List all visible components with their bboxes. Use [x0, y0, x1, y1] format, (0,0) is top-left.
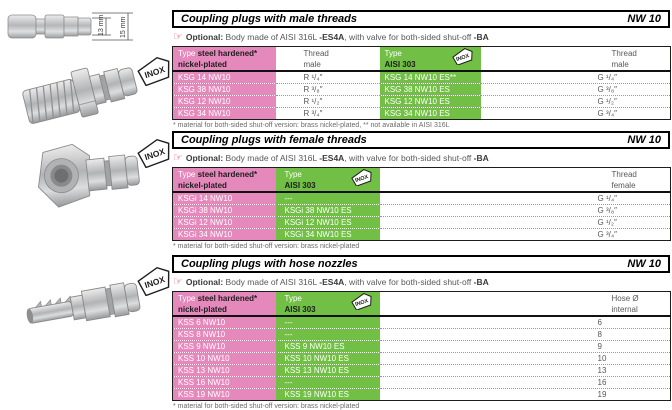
table-cell: KSS 6 NW10	[173, 316, 276, 329]
table-header-row	[173, 168, 671, 193]
table-row	[173, 229, 671, 241]
optional-note: ☞ Optional: Body made of AISI 316L -ES4A, with valve for both-sided shut-off -BA	[173, 276, 489, 288]
table-row	[173, 365, 671, 377]
section-title: Coupling plugs with hose nozzles	[181, 258, 358, 270]
pointing-hand-icon: ☞	[173, 276, 183, 288]
table-cell: KSS 9 NW10 ES	[276, 341, 380, 353]
products-table	[172, 46, 671, 120]
table-cell: KSS 8 NW10	[173, 329, 276, 341]
table-body	[173, 316, 671, 401]
section-male-threads	[172, 10, 670, 129]
col-header-type-aisi: Type AISI 303 INOX	[276, 292, 380, 317]
table-cell: KSGi 12 NW10	[173, 217, 276, 229]
table-cell: KSS 13 NW10 ES	[276, 365, 380, 377]
products-table	[172, 167, 671, 241]
table-row	[173, 108, 671, 120]
svg-text:INOX: INOX	[455, 53, 470, 64]
hose-nozzle-plug-photo	[22, 276, 147, 341]
pointing-hand-icon: ☞	[173, 31, 183, 43]
table-row	[173, 353, 671, 365]
table-cell: R ¹/₄″	[303, 73, 323, 82]
table-cell: G ³/₈″	[481, 84, 671, 96]
inox-stamp-icon	[350, 169, 374, 190]
section-size-badge: NW 10	[627, 258, 661, 270]
table-row	[173, 217, 671, 229]
table-row	[173, 192, 671, 205]
table-cell: R ³/₈″	[276, 84, 380, 96]
col-header-thread-female: Thread female	[380, 168, 671, 193]
svg-text:INOX: INOX	[354, 174, 369, 185]
table-cell: KSG 34 NW10	[173, 108, 276, 120]
table-cell: ---	[276, 329, 380, 341]
table-cell: KSG 14 NW10	[173, 71, 276, 84]
section-size-badge: NW 10	[627, 134, 661, 146]
inox-stamp-icon	[136, 56, 174, 91]
table-cell: KSG 34 NW10 ES	[380, 108, 481, 120]
table-row	[173, 329, 671, 341]
svg-text:INOX: INOX	[143, 146, 167, 163]
section-title: Coupling plugs with female threads	[181, 134, 367, 146]
table-cell: KSS 10 NW10 ES	[276, 353, 380, 365]
table-cell: KSS 19 NW10	[173, 389, 276, 401]
table-cell: G ³/₈″	[380, 205, 671, 217]
table-cell: 10	[380, 353, 671, 365]
table-cell: KSGi 12 NW10 ES	[276, 217, 380, 229]
optional-note: ☞ Optional: Body made of AISI 316L -ES4A, with valve for both-sided shut-off -BA	[173, 31, 489, 43]
section-title: Coupling plugs with male threads	[181, 13, 358, 25]
col-header-type-steel: Type steel hardened* nickel-plated	[173, 292, 276, 317]
table-cell: KSG 38 NW10 ES	[380, 84, 481, 96]
table-cell: 6	[597, 318, 602, 327]
table-row	[173, 377, 671, 389]
table-cell: 13	[380, 365, 671, 377]
table-row	[173, 84, 671, 96]
table-cell: G ¹/₂″	[380, 217, 671, 229]
table-row	[173, 389, 671, 401]
table-cell: KSS 16 NW10	[173, 377, 276, 389]
table-row	[173, 96, 671, 108]
col-header-type-aisi: Type AISI 303 INOX	[276, 168, 380, 193]
dimension-label-13mm: 13 mm	[98, 14, 105, 36]
section-size-badge: NW 10	[627, 13, 661, 25]
table-cell: KSS 13 NW10	[173, 365, 276, 377]
table-cell: 9	[380, 341, 671, 353]
table-cell: 19	[380, 389, 671, 401]
dimension-drawing	[6, 5, 156, 54]
table-cell: G ¹/₄″	[597, 194, 617, 203]
table-body	[173, 192, 671, 241]
inox-stamp-icon	[136, 266, 174, 301]
table-footnote: * material for both-sided shut-off version: brass nickel-plated, ** not available in AISI 316L	[173, 122, 450, 129]
optional-note: ☞ Optional: Body made of AISI 316L -ES4A, with valve for both-sided shut-off -BA	[173, 152, 489, 164]
inox-stamp-icon	[451, 48, 475, 69]
female-thread-plug-photo	[30, 140, 145, 225]
table-cell: KSGi 34 NW10 ES	[276, 229, 380, 241]
table-row	[173, 71, 671, 84]
table-cell: R ³/₄″	[276, 108, 380, 120]
section-header-bar	[172, 255, 670, 273]
table-cell: KSG 14 NW10 ES**	[380, 71, 481, 84]
table-cell: 16	[380, 377, 671, 389]
table-cell: G ¹/₂″	[481, 96, 671, 108]
svg-text:INOX: INOX	[143, 274, 167, 291]
col-header-hose-diameter: Hose Ø internal	[380, 292, 671, 317]
plug-side-view-photo	[6, 5, 156, 49]
svg-text:INOX: INOX	[354, 298, 369, 309]
table-cell: ---	[276, 377, 380, 389]
table-footnote: * material for both-sided shut-off version: brass nickel-plated	[173, 243, 360, 250]
table-cell: KSG 12 NW10 ES	[380, 96, 481, 108]
section-header-bar	[172, 10, 670, 28]
products-table	[172, 291, 671, 401]
table-cell: ---	[276, 316, 380, 329]
svg-text:INOX: INOX	[143, 64, 167, 81]
table-body	[173, 71, 671, 120]
section-hose-nozzles	[172, 255, 670, 410]
table-header-row	[173, 292, 671, 317]
table-footnote: * material for both-sided shut-off version: brass nickel-plated	[173, 403, 360, 410]
table-cell: G ³/₄″	[380, 229, 671, 241]
table-cell: KSS 10 NW10	[173, 353, 276, 365]
table-cell: R ¹/₂″	[276, 96, 380, 108]
table-row	[173, 316, 671, 329]
table-cell: KSS 19 NW10 ES	[276, 389, 380, 401]
col-header-type-steel: Type steel hardened* nickel-plated	[173, 47, 276, 72]
table-cell: 8	[380, 329, 671, 341]
table-cell: ---	[276, 192, 380, 205]
table-cell: KSGi 38 NW10 ES	[276, 205, 380, 217]
table-cell: KSG 38 NW10	[173, 84, 276, 96]
section-female-threads	[172, 131, 670, 250]
col-header-type-steel: Type steel hardened* nickel-plated	[173, 168, 276, 193]
table-cell: KSGi 38 NW10	[173, 205, 276, 217]
table-cell: KSS 9 NW10	[173, 341, 276, 353]
inox-stamp-icon	[350, 293, 374, 314]
pointing-hand-icon: ☞	[173, 152, 183, 164]
table-cell: KSGi 34 NW10	[173, 229, 276, 241]
table-cell: G ³/₄″	[481, 108, 671, 120]
section-header-bar	[172, 131, 670, 149]
male-thread-plug-photo	[20, 52, 150, 137]
table-row	[173, 205, 671, 217]
col-header-thread-male-left: Thread male	[276, 47, 380, 72]
col-header-type-aisi: Type AISI 303 INOX	[380, 47, 481, 72]
col-header-thread-male-right: Thread male	[481, 47, 671, 72]
table-cell: G ¹/₄″	[597, 73, 617, 82]
table-header-row	[173, 47, 671, 72]
table-row	[173, 341, 671, 353]
table-cell: KSG 12 NW10	[173, 96, 276, 108]
inox-stamp-icon	[136, 138, 174, 173]
dimension-label-15mm: 15 mm	[120, 16, 127, 38]
table-cell: KSGi 14 NW10	[173, 192, 276, 205]
